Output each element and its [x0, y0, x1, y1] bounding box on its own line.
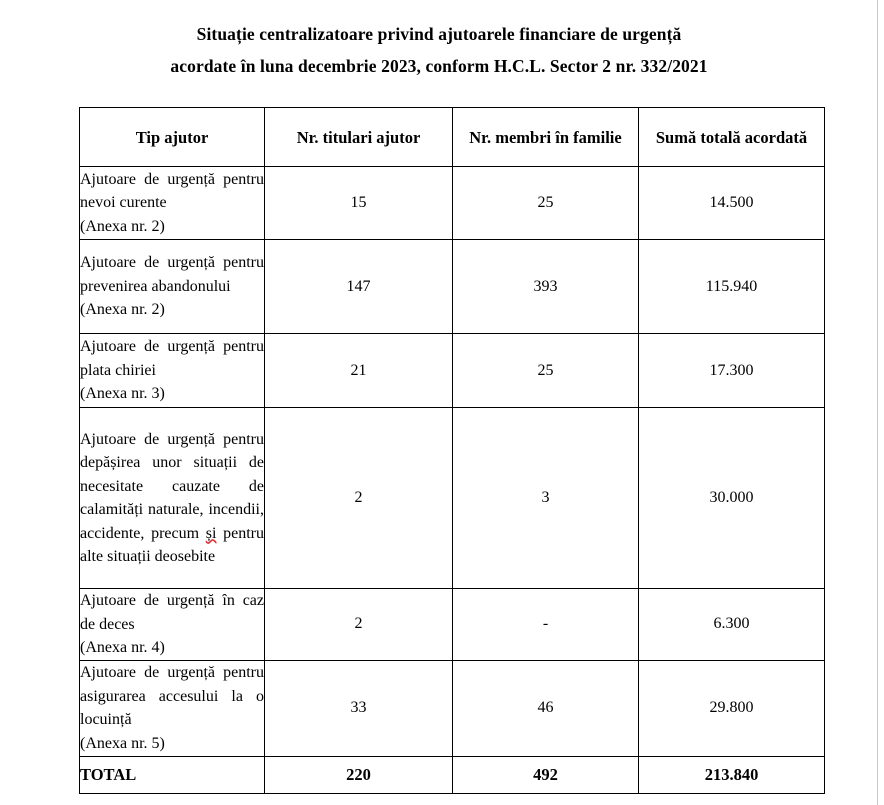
- table-header: [80, 108, 825, 167]
- column-header-holders: Nr. titulari ajutor: [265, 108, 453, 167]
- cell-holders: 147: [265, 240, 453, 334]
- cell-holders: 21: [265, 334, 453, 408]
- cell-total-amount: 6.300: [639, 589, 825, 661]
- cell-holders: 15: [265, 167, 453, 240]
- aid-type-description: Ajutoare de urgență în caz de deces: [80, 592, 264, 633]
- cell-aid-type: [80, 589, 265, 661]
- table-row: [80, 408, 825, 589]
- cell-family-members: 25: [453, 334, 639, 408]
- cell-total-amount: 17.300: [639, 334, 825, 408]
- cell-aid-type: [80, 660, 265, 756]
- aid-type-description: Ajutoare de urgență pentru prevenirea abandonului: [80, 254, 264, 295]
- aid-type-description: Ajutoare de urgență pentru asigurarea accesului la o locuință: [80, 664, 264, 728]
- aid-type-text-part-1: Ajutoare de urgență pentru depășirea unor situații de necesitate cauzate de calamități naturale, incendii, accidente, precum: [80, 430, 264, 542]
- table-row: [80, 334, 825, 408]
- cell-family-members: 3: [453, 408, 639, 589]
- cell-aid-type: [80, 240, 265, 334]
- cell-family-members: 393: [453, 240, 639, 334]
- table-header-row: [80, 108, 825, 167]
- cell-aid-type: [80, 408, 265, 589]
- aid-type-annex: (Anexa nr. 5): [80, 734, 165, 752]
- cell-aid-type: [80, 167, 265, 240]
- column-header-aid-type: Tip ajutor: [80, 108, 265, 167]
- aid-type-annex: (Anexa nr. 2): [80, 217, 165, 235]
- cell-family-members: 25: [453, 167, 639, 240]
- aid-type-annex: (Anexa nr. 4): [80, 639, 165, 656]
- title-line-2: acordate în luna decembrie 2023, conform H.C.L. Sector 2 nr. 332/2021: [170, 56, 708, 76]
- cell-total-label: TOTAL: [80, 756, 265, 793]
- aid-type-description: [80, 428, 264, 569]
- table-row: [80, 589, 825, 661]
- cell-total-family-members: 492: [453, 756, 639, 793]
- cell-aid-type: [80, 334, 265, 408]
- document-title: [0, 18, 878, 82]
- cell-total-amount: 30.000: [639, 408, 825, 589]
- cell-holders: 33: [265, 660, 453, 756]
- column-header-family-members: Nr. membri în familie: [453, 108, 639, 167]
- table-row: [80, 240, 825, 334]
- table-total-row: [80, 756, 825, 793]
- cell-total-amount: 14.500: [639, 167, 825, 240]
- title-line-1: Situație centralizatoare privind ajutoarele financiare de urgență: [196, 24, 682, 44]
- cell-family-members: 46: [453, 660, 639, 756]
- cell-holders: 2: [265, 589, 453, 661]
- table-row: [80, 660, 825, 756]
- cell-total-amount: 115.940: [639, 240, 825, 334]
- page-boundary-line: [877, 0, 878, 805]
- table-row: [80, 167, 825, 240]
- aid-type-description: Ajutoare de urgență pentru plata chiriei: [80, 338, 264, 379]
- table-body: [80, 167, 825, 794]
- cell-family-members: -: [453, 589, 639, 661]
- cell-total-holders: 220: [265, 756, 453, 793]
- cell-total-amount: 29.800: [639, 660, 825, 756]
- aid-type-annex: (Anexa nr. 3): [80, 385, 165, 403]
- aid-type-text-part-2: pentru alte situații deosebite: [80, 524, 265, 565]
- emergency-aid-table: [79, 107, 825, 794]
- cell-holders: 2: [265, 408, 453, 589]
- cell-total-amount: 213.840: [639, 756, 825, 793]
- aid-type-annex: (Anexa nr. 2): [80, 301, 165, 319]
- spellcheck-misspelled-word: și: [205, 524, 217, 542]
- aid-type-description: Ajutoare de urgență pentru nevoi curente: [80, 170, 264, 212]
- column-header-total-amount: Sumă totală acordată: [639, 108, 825, 167]
